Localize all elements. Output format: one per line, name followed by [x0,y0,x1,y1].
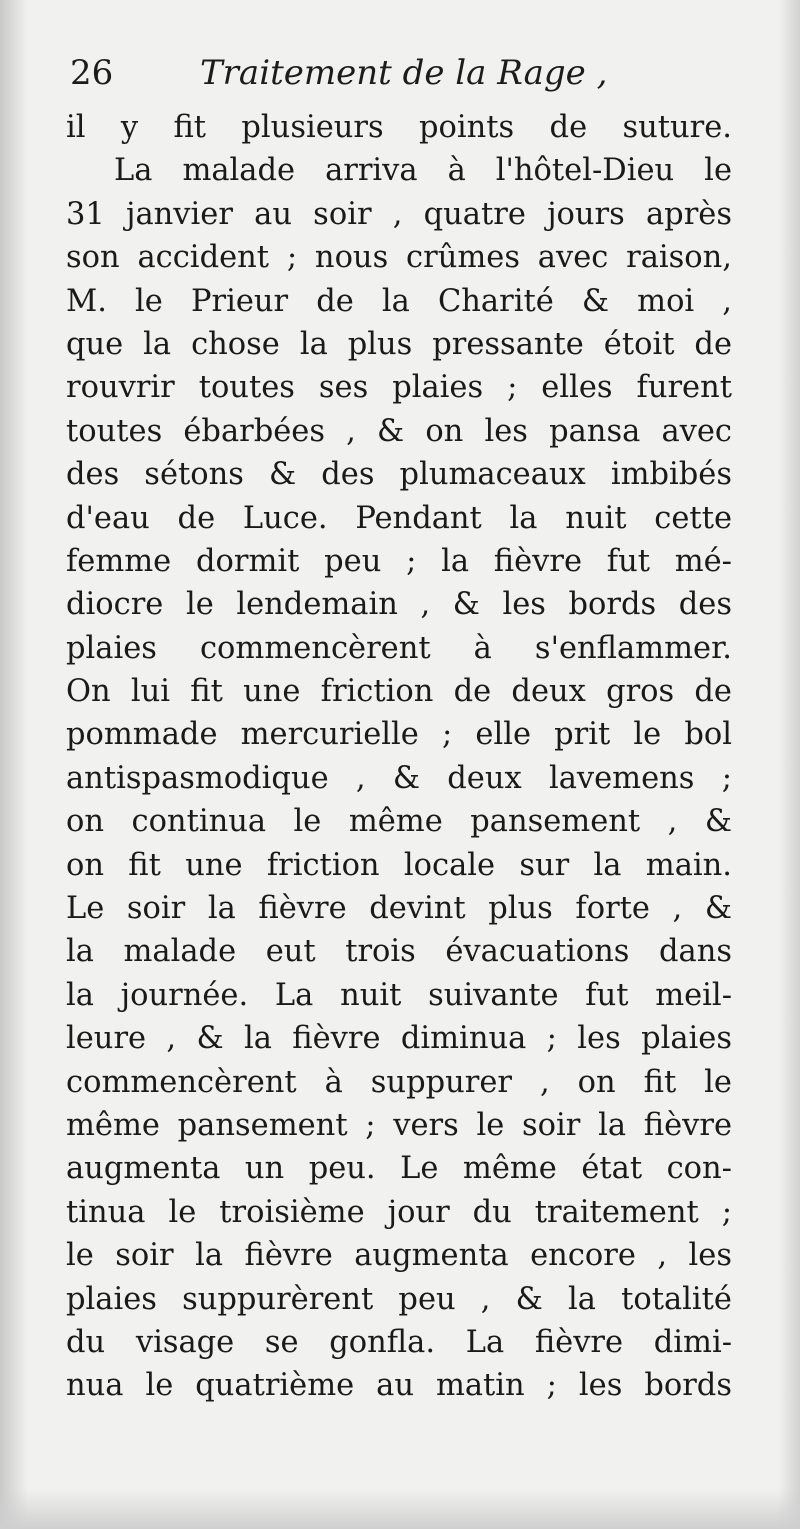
text-line: d'eau de Luce. Pendant la nuit cette [66,500,732,536]
text-line: du visage se gonfla. La fièvre dimi- [66,1324,732,1360]
text-line: plaies commencèrent à s'enflammer. [66,630,732,666]
text-line: commencèrent à suppurer , on fit le [66,1064,732,1100]
text-line: que la chose la plus pressante étoit de [66,326,732,362]
text-line: son accident ; nous crûmes avec raison, [66,240,732,276]
text-line: On lui fit une friction de deux gros de [66,674,732,710]
text-line: M. le Prieur de la Charité & moi , [66,283,732,319]
page-bottom-shadow [0,1489,800,1529]
text-line: on continua le même pansement , & [66,804,732,840]
page-header [70,48,730,98]
text-line: Le soir la fièvre devint plus forte , & [66,891,732,927]
text-line: même pansement ; vers le soir la fièvre [66,1107,732,1143]
text-line: pommade mercurielle ; elle prit le bol [66,717,732,753]
text-line: leure , & la fièvre diminua ; les plaies [66,1021,732,1057]
text-line: nua le quatrième au matin ; les bords [66,1368,732,1404]
text-line: rouvrir toutes ses plaies ; elles furent [66,370,732,406]
text-line: La malade arriva à l'hôtel-Dieu le [114,153,732,189]
text-line: on fit une friction locale sur la main. [66,847,732,883]
text-line: augmenta un peu. Le même état con- [66,1151,732,1187]
page-number: 26 [70,53,114,93]
body-text [66,106,732,1408]
text-line: la journée. La nuit suivante fut meil- [66,977,732,1013]
text-line: le soir la fièvre augmenta encore , les [66,1238,732,1274]
page-edge-shadow [778,0,800,1529]
text-line: femme dormit peu ; la fièvre fut mé- [66,543,732,579]
page-gutter-shadow [0,0,28,1529]
text-line: toutes ébarbées , & on les pansa avec [66,413,732,449]
text-line: la malade eut trois évacuations dans [66,934,732,970]
text-line: plaies suppurèrent peu , & la totalité [66,1281,732,1317]
text-line: tinua le troisième jour du traitement ; [66,1194,732,1230]
text-line: antispasmodique , & deux lavemens ; [66,760,732,796]
text-line: il y fit plusieurs points de suture. [66,110,732,145]
text-line: 31 janvier au soir , quatre jours après [66,196,732,232]
text-line: diocre le lendemain , & les bords des [66,587,732,623]
running-title: Traitement de la Rage , [200,53,608,93]
text-line: des sétons & des plumaceaux imbibés [66,457,732,493]
